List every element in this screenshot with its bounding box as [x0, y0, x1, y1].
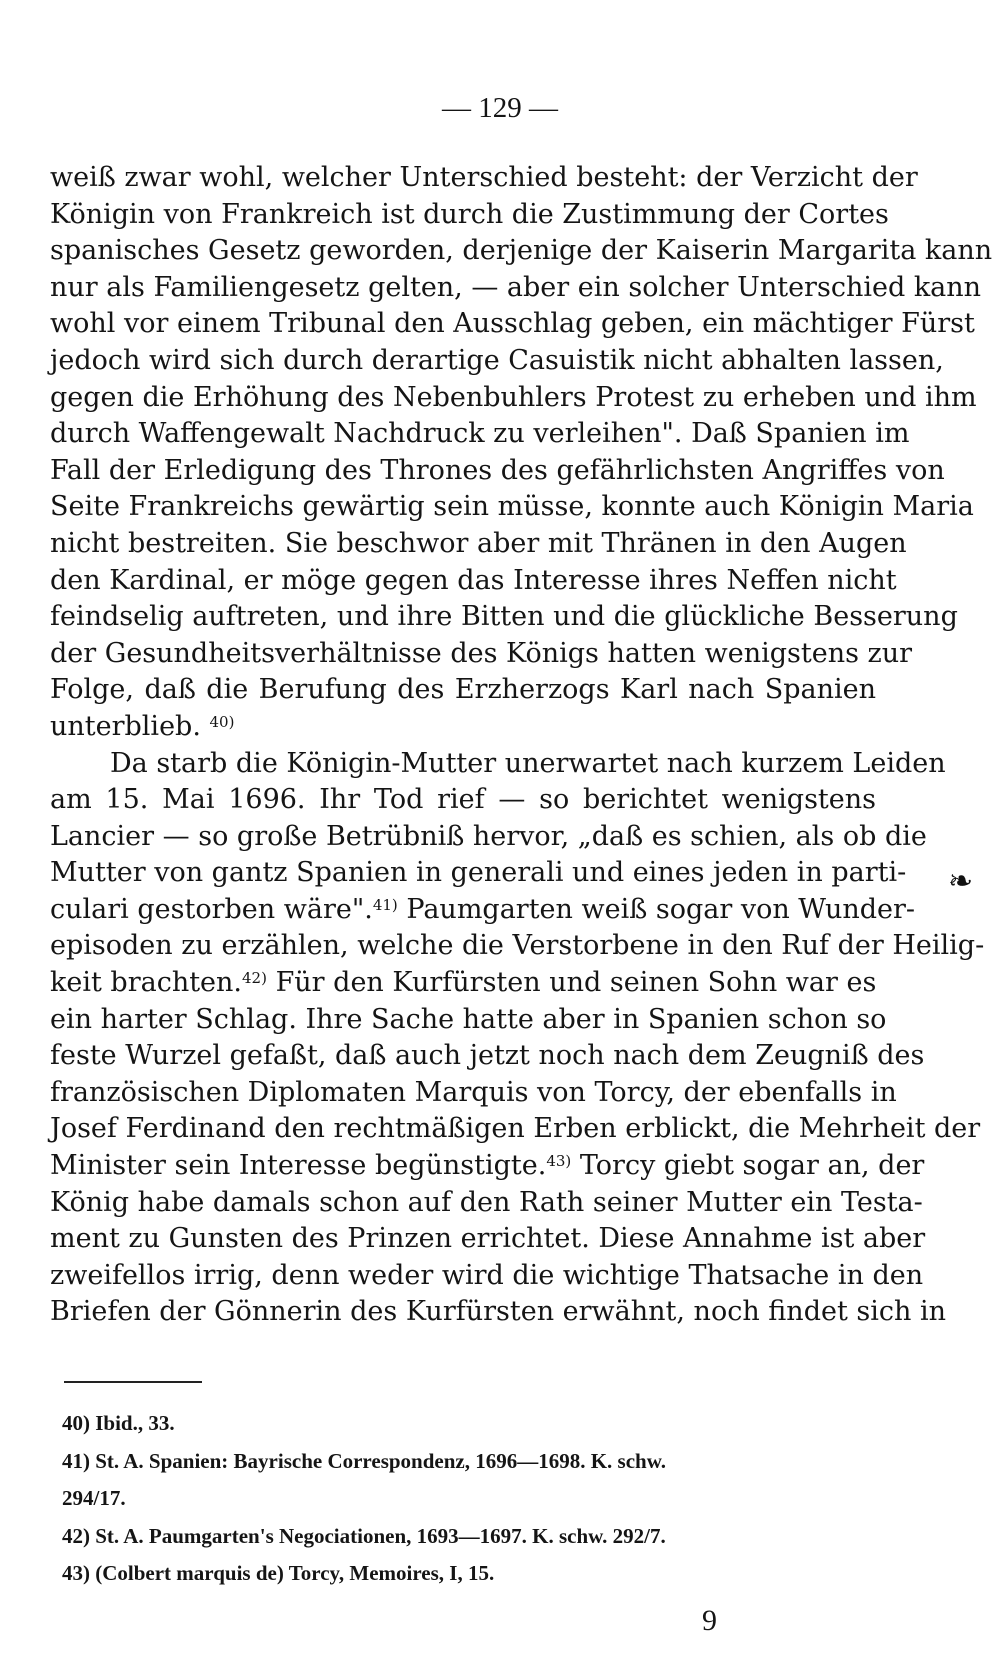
- text-segment: Minister sein Interesse begünstigte.: [50, 1150, 547, 1182]
- page-number: — 129 —: [442, 92, 558, 124]
- footnote: 43) (Colbert marquis de) Torcy, Memoires, I, 15.: [62, 1561, 495, 1585]
- footnote-continuation: 294/17.: [62, 1486, 126, 1510]
- text-line: am 15. Mai 1696. Ihr Tod rief — so berichtet wenigstens: [50, 784, 876, 816]
- footnote: 40) Ibid., 33.: [62, 1411, 175, 1435]
- text-line: Josef Ferdinand den rechtmäßigen Erben erblickt, die Mehrheit der: [50, 1113, 981, 1145]
- text-line: ein harter Schlag. Ihre Sache hatte aber in Spanien schon so: [50, 1003, 887, 1035]
- footnote-divider: [64, 1381, 202, 1383]
- text-segment: unterblieb.: [50, 710, 201, 742]
- text-line: wohl vor einem Tribunal den Ausschlag geben, ein mächtiger Fürst: [50, 308, 975, 340]
- footnote-ref-41[interactable]: 41): [372, 895, 398, 914]
- text-line: Lancier — so große Betrübniß hervor, „daß es schien, als ob die: [50, 820, 927, 852]
- footnote: 42) St. A. Paumgarten's Negociationen, 1693—1697. K. schw. 292/7.: [62, 1523, 666, 1548]
- text-line: durch Waffengewalt Nachdruck zu verleihen". Daß Spanien im: [50, 418, 910, 450]
- body-text: [50, 160, 993, 1331]
- text-line: nicht bestreiten. Sie beschwor aber mit Thränen in den Augen: [50, 527, 907, 559]
- text-segment: Torcy giebt sogar an, der: [579, 1150, 925, 1182]
- text-line: Königin von Frankreich ist durch die Zustimmung der Cortes: [50, 198, 889, 230]
- text-line: Fall der Erledigung des Thrones des gefährlichsten Angriffes von: [50, 454, 945, 486]
- text-line: weiß zwar wohl, welcher Unterschied besteht: der Verzicht der: [50, 162, 918, 193]
- footnote-ref-43[interactable]: 43): [546, 1152, 572, 1171]
- text-line: episoden zu erzählen, welche die Verstorbene in den Ruf der Heilig-: [50, 930, 985, 962]
- text-line: [50, 892, 916, 929]
- text-line: gegen die Erhöhung des Nebenbuhlers Protest zu erheben und ihm: [50, 381, 977, 413]
- text-segment: Paumgarten weiß sogar von Wunder-: [406, 893, 916, 925]
- ink-mark-icon: ❧: [948, 864, 974, 899]
- footnotes: [62, 1405, 878, 1593]
- text-line: den Kardinal, er möge gegen das Interesse ihres Neffen nicht: [50, 564, 897, 596]
- text-line: König habe damals schon auf den Rath seiner Mutter ein Testa-: [50, 1186, 923, 1218]
- text-line: [50, 1148, 925, 1185]
- text-segment: culari gestorben wäre".: [50, 893, 373, 925]
- text-line: feste Wurzel gefaßt, daß auch jetzt noch nach dem Zeugniß des: [50, 1040, 925, 1072]
- footnote: 41) St. A. Spanien: Bayrische Correspondenz, 1696—1698. K. schw.: [62, 1448, 666, 1473]
- text-line: ment zu Gunsten des Prinzen errichtet. Diese Annahme ist aber: [50, 1223, 926, 1255]
- paragraph-start-line: Da starb die Königin-Mutter unerwartet nach kurzem Leiden: [110, 747, 946, 779]
- text-line: der Gesundheitsverhältnisse des Königs hatten wenigstens zur: [50, 637, 913, 669]
- text-line: französischen Diplomaten Marquis von Torcy, der ebenfalls in: [50, 1076, 897, 1108]
- text-line: jedoch wird sich durch derartige Casuistik nicht abhalten lassen,: [50, 344, 944, 376]
- footnote-ref-42[interactable]: 42): [242, 969, 267, 988]
- text-line: Folge, daß die Berufung des Erzherzogs Karl nach Spanien: [50, 674, 876, 706]
- text-segment: Für den Kurfürsten und seinen Sohn war es: [275, 967, 877, 999]
- text-segment: keit brachten.: [50, 967, 243, 999]
- text-line: [50, 965, 876, 1002]
- text-line: spanisches Gesetz geworden, derjenige der Kaiserin Margarita kann: [50, 235, 993, 267]
- text-line: nur als Familiengesetz gelten, — aber ein solcher Unterschied kann: [50, 271, 982, 303]
- text-line: Seite Frankreichs gewärtig sein müsse, konnte auch Königin Maria: [50, 491, 974, 523]
- text-line: zweifellos irrig, denn weder wird die wichtige Thatsache in den: [50, 1259, 924, 1291]
- text-line: [50, 709, 876, 746]
- text-line: feindselig auftreten, und ihre Bitten und die glückliche Besserung: [50, 601, 958, 633]
- text-line: Briefen der Gönnerin des Kurfürsten erwähnt, noch findet sich in: [50, 1296, 946, 1328]
- text-line: Mutter von gantz Spanien in generali und eines jeden in parti-: [50, 857, 907, 889]
- footnote-ref-40[interactable]: 40): [209, 712, 235, 731]
- printer-signature-mark: 9: [702, 1604, 717, 1637]
